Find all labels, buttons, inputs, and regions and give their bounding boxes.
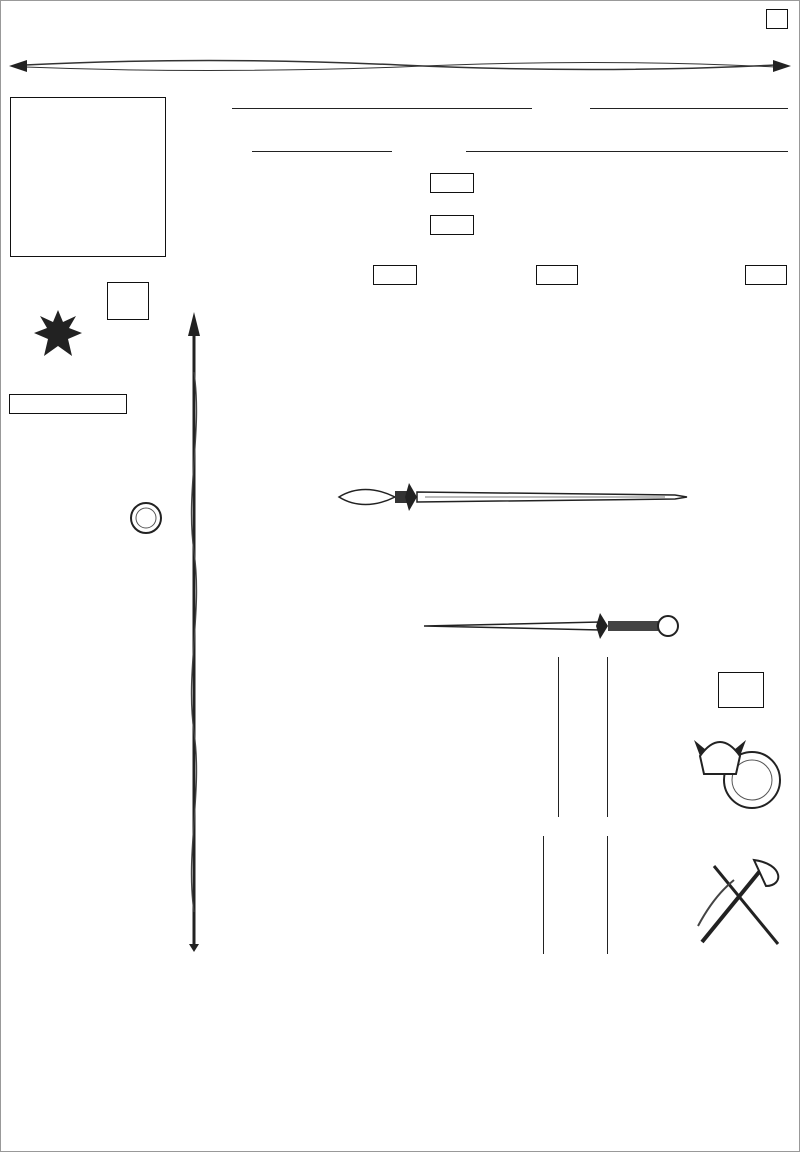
weapons-divider-1 <box>543 836 544 954</box>
helmet-shield-icon <box>694 726 784 814</box>
pnj-checkbox[interactable] <box>766 9 788 29</box>
ea-max-box[interactable] <box>430 215 474 235</box>
crossed-weapons-icon <box>694 856 786 952</box>
sexe-line <box>590 108 788 109</box>
magie-psy-box[interactable] <box>536 265 578 285</box>
armor-divider-2 <box>607 657 608 817</box>
magie-phys-box[interactable] <box>373 265 417 285</box>
total-protection-box[interactable] <box>718 672 764 708</box>
resist-magie-box[interactable] <box>745 265 787 285</box>
spear-divider-icon <box>5 52 795 78</box>
origine-line <box>252 151 392 152</box>
spear-icon <box>183 312 205 952</box>
armor-divider-1 <box>558 657 559 817</box>
nom-line <box>232 108 532 109</box>
sword-icon-2 <box>420 605 682 647</box>
portrait-box[interactable] <box>10 97 166 257</box>
metier-line <box>466 151 788 152</box>
ev-max-box[interactable] <box>430 173 474 193</box>
dragon-icon <box>32 306 84 364</box>
coin-icon <box>128 500 164 536</box>
sword-icon <box>335 477 690 517</box>
xp-box[interactable] <box>9 394 127 414</box>
weapons-divider-2 <box>607 836 608 954</box>
niveau-box[interactable] <box>107 282 149 320</box>
